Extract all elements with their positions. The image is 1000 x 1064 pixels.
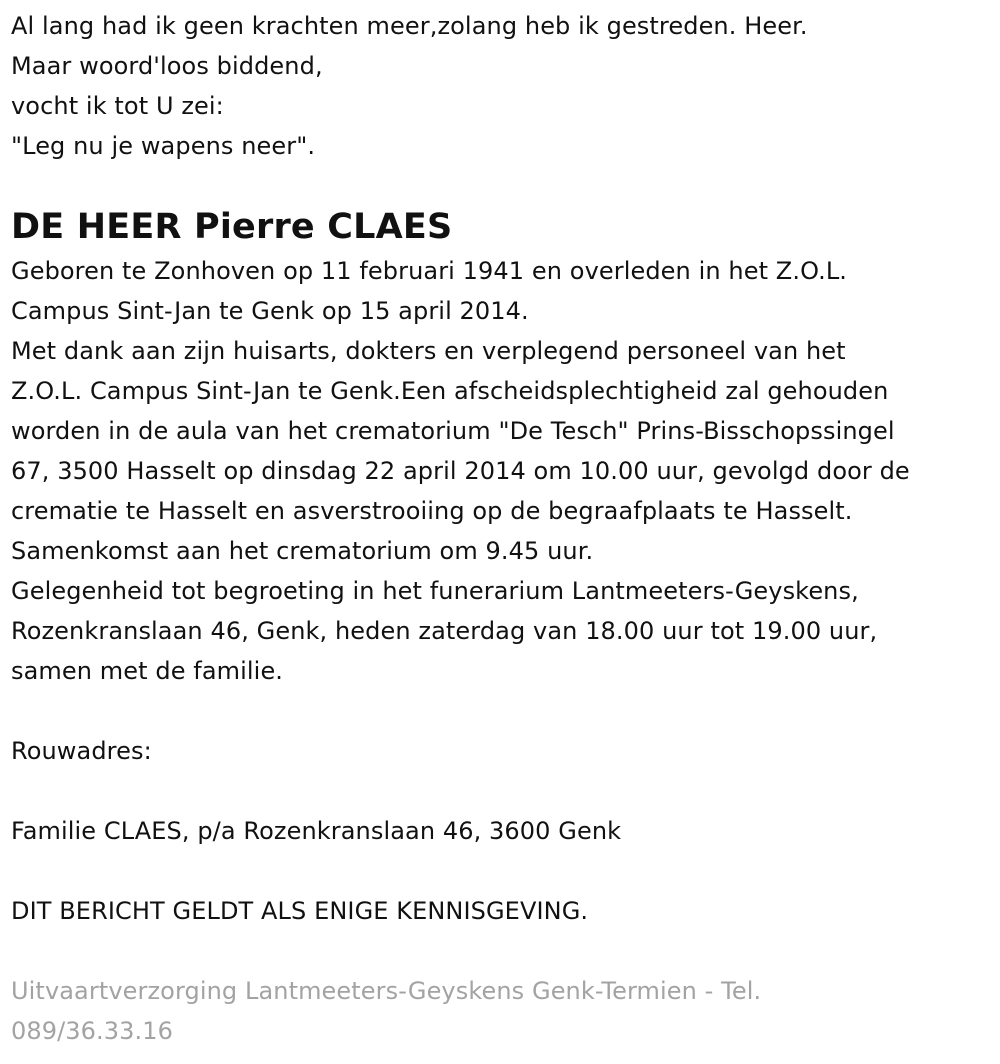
- poem-line: Al lang had ik geen krachten meer,zolang heb ik gestreden. Heer.: [11, 12, 808, 40]
- body-line: worden in de aula van het crematorium "De Tesch" Prins-Bisschopssingel: [11, 417, 895, 445]
- spacer: [11, 931, 1000, 971]
- deceased-name: DE HEER Pierre CLAES: [11, 207, 453, 247]
- body-line: Rozenkranslaan 46, Genk, heden zaterdag van 18.00 uur tot 19.00 uur,: [11, 617, 878, 645]
- body-line: Met dank aan zijn huisarts, dokters en verplegend personeel van het: [11, 337, 846, 365]
- body-line: Z.O.L. Campus Sint-Jan te Genk.Een afscheidsplechtigheid zal gehouden: [11, 377, 889, 405]
- spacer: [11, 691, 1000, 731]
- footer-line: Uitvaartverzorging Lantmeeters-Geyskens Genk-Termien - Tel.: [11, 977, 762, 1005]
- body-line: Samenkomst aan het crematorium om 9.45 uur.: [11, 537, 594, 565]
- poem-line: Maar woord'loos biddend,: [11, 52, 323, 80]
- spacer: [11, 851, 1000, 891]
- funeral-director-footer: [11, 971, 1000, 1051]
- poem-line: vocht ik tot U zei:: [11, 92, 224, 120]
- obituary-body: [11, 251, 1000, 691]
- body-line: crematie te Hasselt en asverstrooiing op de begraafplaats te Hasselt.: [11, 497, 853, 525]
- body-line: Campus Sint-Jan te Genk op 15 april 2014.: [11, 297, 529, 325]
- body-line: Geboren te Zonhoven op 11 februari 1941 en overleden in het Z.O.L.: [11, 257, 848, 285]
- body-line: samen met de familie.: [11, 657, 284, 685]
- rouwadres-address: Familie CLAES, p/a Rozenkranslaan 46, 3600 Genk: [11, 817, 622, 845]
- body-line: 67, 3500 Hasselt op dinsdag 22 april 2014 om 10.00 uur, gevolgd door de: [11, 457, 910, 485]
- footer-line: 089/36.33.16: [11, 1017, 173, 1045]
- poem: [11, 6, 1000, 166]
- poem-line: "Leg nu je wapens neer".: [11, 132, 316, 160]
- rouwadres-label: Rouwadres:: [11, 737, 152, 765]
- spacer: [11, 771, 1000, 811]
- notice-text: DIT BERICHT GELDT ALS ENIGE KENNISGEVING.: [11, 897, 589, 925]
- body-line: Gelegenheid tot begroeting in het funerarium Lantmeeters-Geyskens,: [11, 577, 859, 605]
